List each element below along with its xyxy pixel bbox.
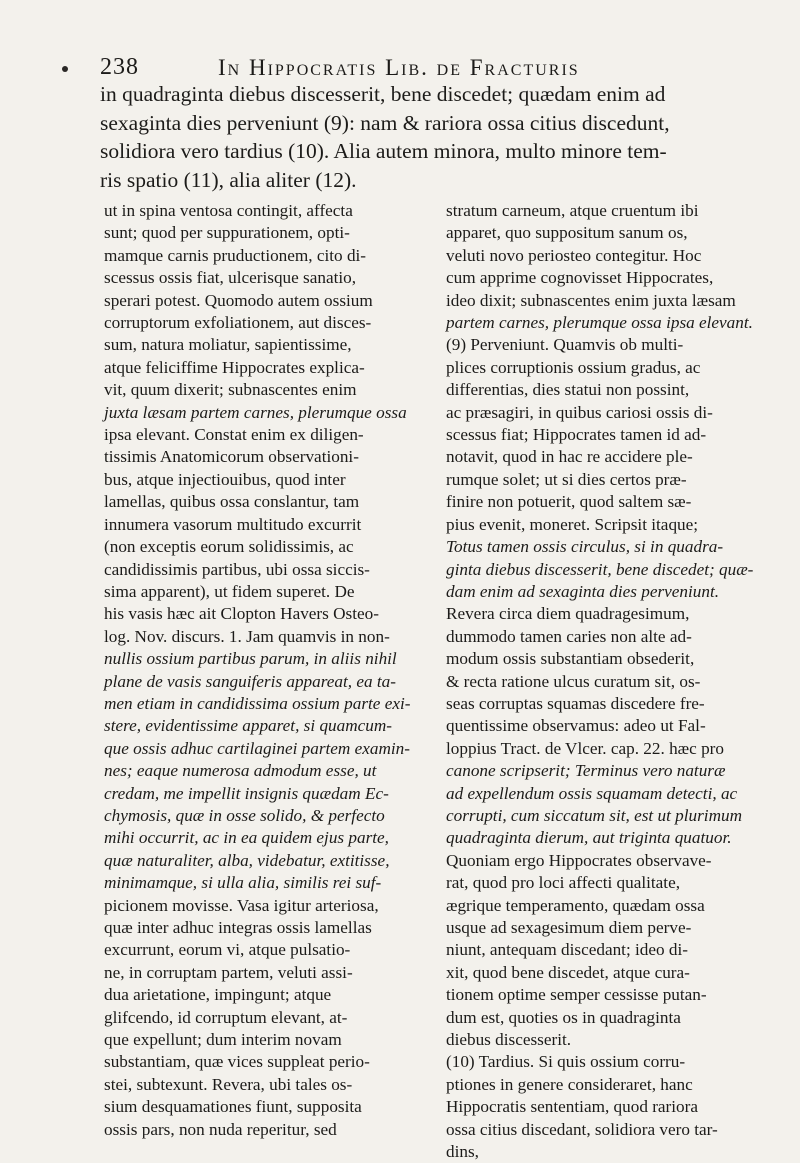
text-line: dins,	[446, 1142, 479, 1162]
text-line: quentissime observamus: adeo ut Fal-	[446, 716, 706, 736]
text-line: atque feliciffime Hippocrates explica-	[104, 357, 365, 377]
left-column	[104, 200, 416, 1141]
text-line: scessus ossis fiat, ulcerisque sanatio,	[104, 268, 357, 288]
text-line: mamque carnis pruductionem, cito di-	[104, 245, 367, 265]
text-line: innumera vasorum multitudo excurrit	[104, 514, 362, 534]
text-line: stratum carneum, atque cruentum ibi	[446, 201, 699, 220]
text-line: (non exceptis eorum solidissimis, ac	[104, 537, 354, 557]
text-line: ideo dixit; subnascentes enim juxta læsam	[446, 290, 736, 310]
intro-paragraph	[100, 80, 750, 194]
text-line: tionem optime semper cessisse putan-	[446, 985, 707, 1005]
text-line: corruptorum exfoliationem, aut disces-	[104, 313, 372, 333]
text-line: stere, evidentissime apparet, si quamcum-	[104, 716, 392, 736]
text-line: sperari potest. Quomodo autem ossium	[104, 290, 373, 310]
text-line: log. Nov. discurs. 1. Jam quamvis in non-	[104, 626, 390, 646]
text-line: tissimis Anatomicorum observationi-	[104, 447, 359, 467]
text-line: usque ad sexagesimum diem perve-	[446, 918, 692, 937]
text-line: plane de vasis sanguiferis appareat, ea ta-	[104, 671, 396, 691]
text-line: quæ inter adhuc integras ossis lamellas	[104, 918, 372, 937]
text-line: stei, subtexunt. Revera, ubi tales os-	[104, 1074, 353, 1094]
text-line: que ossis adhuc cartilaginei partem examin-	[104, 738, 410, 758]
text-line: in quadraginta diebus discesserit, bene discedet; quædam enim ad	[100, 82, 666, 106]
text-line: ad expellendum ossis squamam detecti, ac	[446, 783, 738, 803]
page-number: 238	[100, 54, 139, 80]
text-line: Revera circa diem quadragesimum,	[446, 604, 690, 624]
text-line: plices corruptionis ossium gradus, ac	[446, 357, 701, 377]
text-line: apparet, quo suppositum sanum os,	[446, 223, 688, 243]
text-line: modum ossis substantiam obsederit,	[446, 649, 695, 669]
text-line: chymosis, quæ in osse solido, & perfecto	[104, 805, 385, 825]
text-line: rumque solet; ut si dies certos præ-	[446, 469, 687, 489]
text-line: & recta ratione ulcus curatum sit, os-	[446, 671, 701, 691]
text-line: dummodo tamen caries non alte ad-	[446, 626, 692, 646]
text-line: ipsa elevant. Constat enim ex diligen-	[104, 425, 364, 445]
text-line: ac præsagiri, in quibus cariosi ossis di-	[446, 402, 713, 422]
text-line: solidiora vero tardius (10). Alia autem minora, multo minore tem-	[100, 139, 667, 163]
text-line: vit, quum dixerit; subnascentes enim	[104, 380, 357, 400]
text-line: sium desquamationes fiunt, supposita	[104, 1097, 362, 1117]
text-line: ris spatio (11), alia aliter (12).	[100, 167, 357, 192]
text-line: corrupti, cum siccatum sit, est ut plurimum	[446, 805, 742, 825]
text-line: nes; eaque numerosa admodum esse, ut	[104, 761, 377, 781]
text-line: sexaginta dies perveniunt (9): nam & rariora ossa citius discedunt,	[100, 110, 670, 135]
text-line: xit, quod bene discedet, atque cura-	[446, 962, 690, 982]
text-line: ossis pars, non nuda reperitur, sed	[104, 1119, 337, 1139]
text-line: diebus discesserit.	[446, 1030, 572, 1050]
text-line: notavit, quod in hac re accidere ple-	[446, 447, 693, 467]
text-line: rat, quod pro loci affecti qualitate,	[446, 873, 681, 893]
text-line: que expellunt; dum interim novam	[104, 1030, 342, 1050]
text-line: picionem movisse. Vasa igitur arteriosa,	[104, 895, 379, 915]
right-column	[446, 200, 758, 1163]
text-line: ginta diebus discesserit, bene discedet; quæ-	[446, 559, 754, 579]
text-line: finire non potuerit, quod saltem sæ-	[446, 492, 692, 512]
text-line: credam, me impellit insignis quædam Ec-	[104, 783, 389, 803]
text-line: dum est, quoties os in quadraginta	[446, 1007, 681, 1027]
text-line: loppius Tract. de Vlcer. cap. 22. hæc pro	[446, 738, 724, 758]
text-line: candidissimis partibus, ubi ossa siccis-	[104, 559, 370, 579]
text-line: partem carnes, plerumque ossa ipsa elevant.	[446, 313, 753, 333]
text-line: (9) Perveniunt. Quamvis ob multi-	[446, 335, 684, 355]
text-line: ne, in corruptam partem, veluti assi-	[104, 962, 353, 982]
text-line: bus, atque injectiouibus, quod inter	[104, 469, 346, 489]
text-line: Totus tamen ossis circulus, si in quadra-	[446, 537, 724, 557]
text-line: differentias, dies statui non possint,	[446, 380, 690, 400]
running-title: In Hippocratis Lib. de Fracturis	[218, 55, 580, 80]
text-line: dua arietatione, impingunt; atque	[104, 985, 332, 1005]
text-line: sunt; quod per suppurationem, opti-	[104, 223, 350, 243]
text-line: ut in spina ventosa contingit, affecta	[104, 201, 353, 220]
text-line: juxta læsam partem carnes, plerumque ossa	[104, 402, 407, 422]
text-line: substantiam, quæ vices suppleat perio-	[104, 1052, 370, 1072]
text-line: Hippocratis sententiam, quod rariora	[446, 1097, 699, 1117]
text-line: quæ naturaliter, alba, videbatur, extitisse,	[104, 850, 390, 870]
text-line: nullis ossium partibus parum, in aliis nihil	[104, 649, 397, 669]
text-line: men etiam in candidissima ossium parte exi-	[104, 693, 411, 713]
text-line: dam enim ad sexaginta dies perveniunt.	[446, 581, 720, 601]
text-line: ossa citius discedant, solidiora vero tar-	[446, 1119, 718, 1139]
text-line: canone scripserit; Terminus vero naturæ	[446, 761, 726, 781]
text-line: mihi occurrit, ac in ea quidem ejus parte,	[104, 828, 389, 848]
text-line: veluti novo periosteo contegitur. Hoc	[446, 245, 702, 265]
text-line: Quoniam ergo Hippocrates observave-	[446, 850, 712, 870]
text-line: niunt, antequam discedant; ideo di-	[446, 940, 688, 960]
text-line: seas corruptas squamas discedere fre-	[446, 693, 705, 713]
text-line: ægrique temperamento, quædam ossa	[446, 895, 705, 915]
text-line: his vasis hæc ait Clopton Havers Osteo-	[104, 604, 379, 624]
text-line: excurrunt, eorum vi, atque pulsatio-	[104, 940, 351, 960]
text-line: scessus fiat; Hippocrates tamen id ad-	[446, 425, 707, 445]
text-line: (10) Tardius. Si quis ossium corru-	[446, 1052, 686, 1072]
text-line: ptiones in genere consideraret, hanc	[446, 1074, 693, 1094]
margin-dot	[62, 66, 68, 72]
text-line: lamellas, quibus ossa conslantur, tam	[104, 492, 360, 512]
text-line: pius evenit, moneret. Scripsit itaque;	[446, 514, 699, 534]
text-line: sum, natura moliatur, sapientissime,	[104, 335, 352, 355]
text-line: minimamque, si ulla alia, similis rei suf-	[104, 873, 382, 893]
text-line: glifcendo, id corruptum elevant, at-	[104, 1007, 348, 1027]
text-line: quadraginta dierum, aut triginta quatuor.	[446, 828, 732, 848]
text-line: sima apparent), ut fidem superet. De	[104, 581, 355, 601]
text-line: cum apprime cognovisset Hippocrates,	[446, 268, 714, 288]
